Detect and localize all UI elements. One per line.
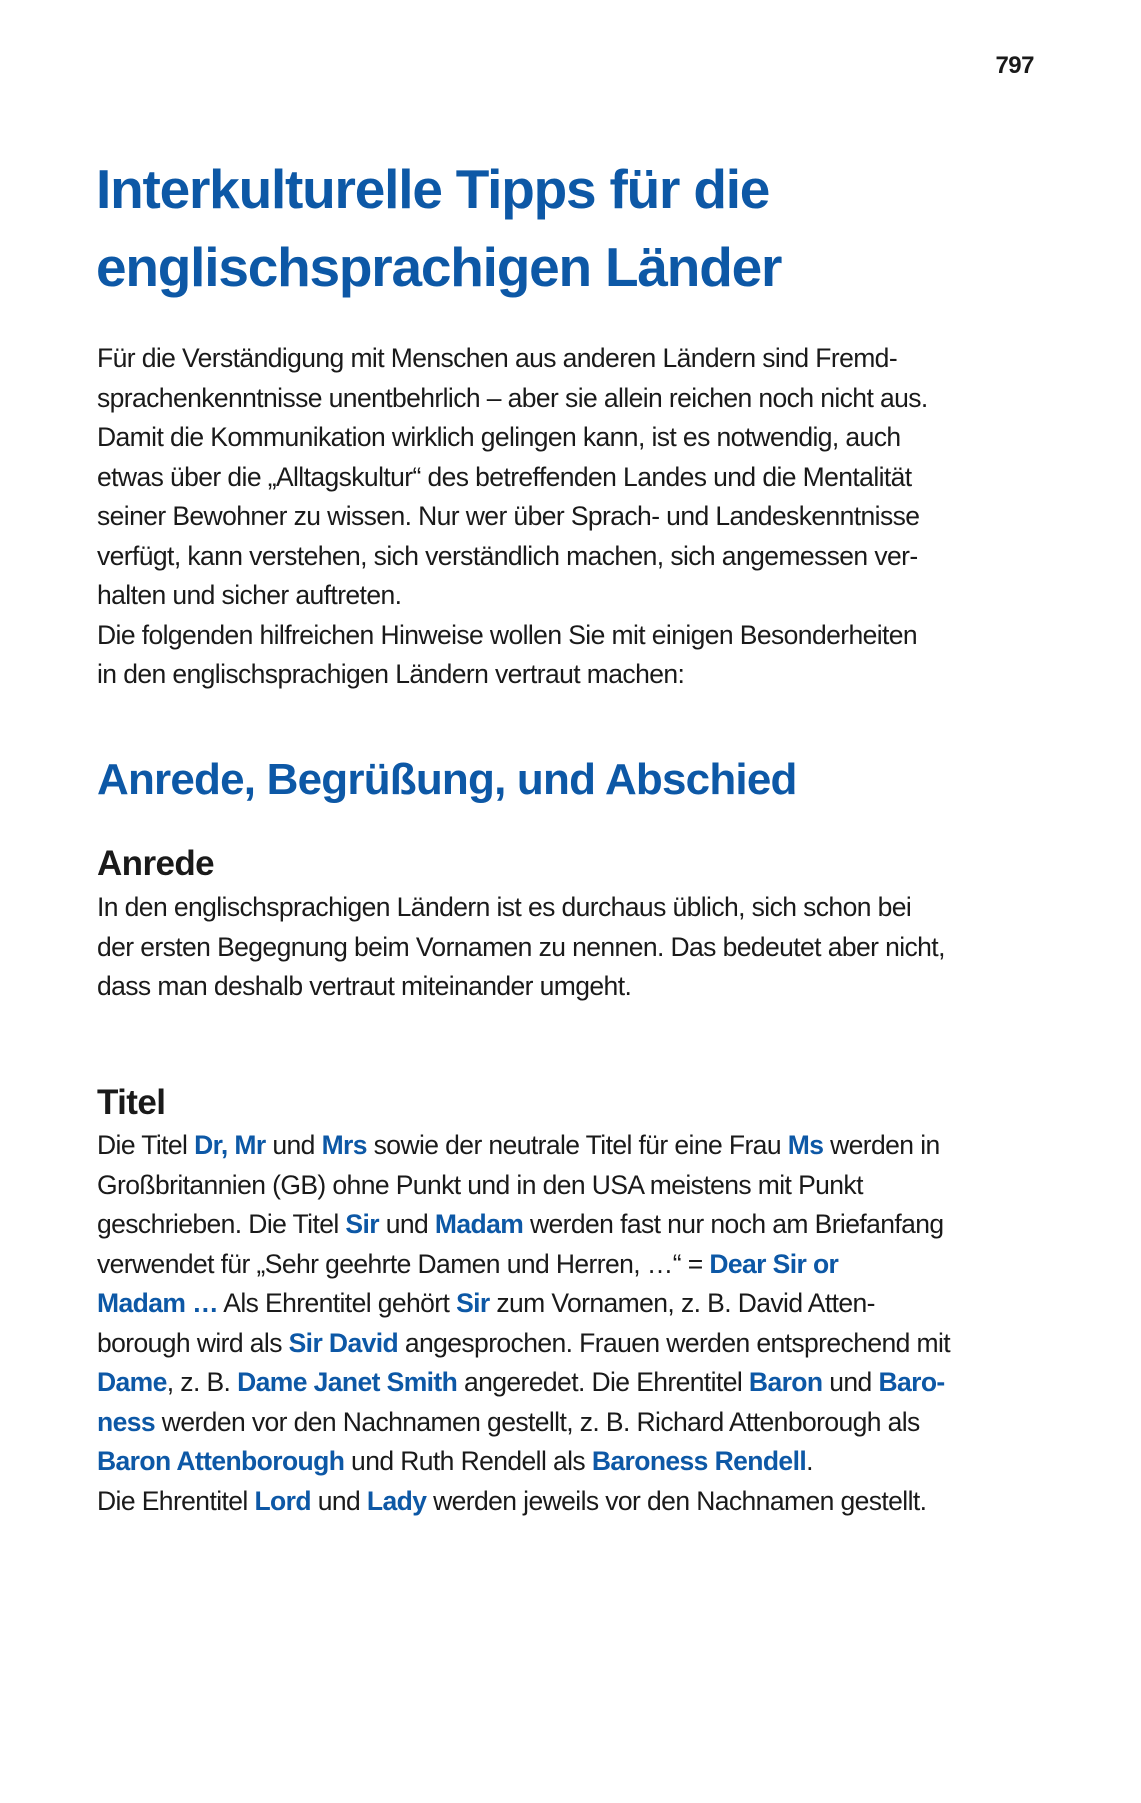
text-segment: verwendet für „Sehr geehrte Damen und Herren, …“ =: [97, 1248, 710, 1279]
text-segment: angesprochen. Frauen werden entsprechend mit: [398, 1327, 951, 1358]
text-segment: .: [806, 1446, 813, 1476]
highlighted-term: Dame: [97, 1367, 167, 1397]
text-segment: borough wird als: [97, 1327, 289, 1358]
text-line: [97, 1363, 1057, 1403]
text-line: [97, 1324, 1057, 1364]
anrede-paragraph: [97, 888, 1057, 1007]
text-segment: und Ruth Rendell als: [344, 1446, 592, 1476]
text-line: [97, 1126, 1057, 1166]
text-segment: werden in: [823, 1130, 940, 1160]
text-segment: angeredet. Die Ehrentitel: [457, 1367, 749, 1397]
text-line: etwas über die „Alltagskultur“ des betreffenden Landes und die Mentalität: [97, 461, 912, 492]
text-line: halten und sicher auftreten.: [97, 580, 402, 610]
title-line: englischsprachigen Länder: [96, 236, 782, 298]
highlighted-term: Baro-: [878, 1367, 945, 1397]
text-segment: sowie der neutrale Titel für eine Frau: [366, 1130, 788, 1160]
text-segment: und: [378, 1209, 435, 1239]
text-segment: Großbritannien (GB) ohne Punkt und in den USA meistens mit Punkt: [97, 1169, 863, 1200]
highlighted-term: Madam: [434, 1209, 524, 1239]
title-line: Interkulturelle Tipps für die: [96, 158, 770, 220]
text-segment: werden jeweils vor den Nachnamen gestellt.: [426, 1485, 927, 1516]
text-line: Die folgenden hilfreichen Hinweise wollen Sie mit einigen Besonderheiten: [97, 619, 918, 650]
subheading-titel: Titel: [97, 1083, 166, 1122]
text-line: In den englischsprachigen Ländern ist es durchaus üblich, sich schon bei: [97, 892, 912, 922]
highlighted-term: Lady: [366, 1485, 427, 1516]
highlighted-term: Baron: [748, 1367, 823, 1397]
highlighted-term: Sir David: [288, 1327, 399, 1358]
text-segment: , z. B.: [166, 1367, 238, 1397]
intro-paragraph: [97, 339, 1057, 695]
text-line: Damit die Kommunikation wirklich gelingen kann, ist es notwendig, auch: [97, 422, 901, 452]
highlighted-term: ness: [97, 1406, 156, 1437]
highlighted-term: Sir: [345, 1209, 379, 1239]
text-line: [97, 1245, 1057, 1285]
text-line: [97, 1166, 1057, 1206]
highlighted-term: Dr, Mr: [194, 1130, 266, 1160]
text-line: Für die Verständigung mit Menschen aus anderen Ländern sind Fremd-: [97, 343, 898, 373]
text-segment: Die Ehrentitel: [97, 1485, 255, 1516]
text-segment: und: [822, 1367, 879, 1397]
text-line: dass man deshalb vertraut miteinander umgeht.: [97, 971, 632, 1001]
text-segment: werden fast nur noch am Briefanfang: [523, 1209, 944, 1239]
highlighted-term: Ms: [787, 1130, 824, 1160]
text-segment: werden vor den Nachnamen gestellt, z. B. Richard Attenborough als: [155, 1406, 920, 1437]
page-number: 797: [995, 52, 1034, 79]
highlighted-term: Baron Attenborough: [97, 1446, 345, 1476]
text-line: [97, 1442, 1057, 1482]
page-title: [96, 150, 1056, 306]
text-line: der ersten Begegnung beim Vornamen zu nennen. Das bedeutet aber nicht,: [97, 931, 945, 962]
text-line: seiner Bewohner zu wissen. Nur wer über Sprach- und Landeskenntnisse: [97, 501, 920, 531]
highlighted-term: Lord: [254, 1485, 311, 1516]
text-line: sprachenkenntnisse unentbehrlich – aber sie allein reichen noch nicht aus.: [97, 382, 928, 413]
highlighted-term: Dear Sir or: [709, 1248, 839, 1279]
titel-paragraph: [97, 1126, 1057, 1521]
highlighted-term: Baroness Rendell: [591, 1446, 807, 1476]
text-line: verfügt, kann verstehen, sich verständlich machen, sich angemessen ver-: [97, 540, 918, 571]
subheading-anrede: Anrede: [97, 844, 214, 883]
text-segment: und: [265, 1130, 322, 1160]
text-segment: geschrieben. Die Titel: [97, 1209, 346, 1239]
text-segment: Die Titel: [97, 1130, 195, 1160]
highlighted-term: Sir: [456, 1288, 490, 1318]
text-line: [97, 1284, 1057, 1324]
text-line: [97, 1403, 1057, 1443]
text-segment: und: [310, 1485, 367, 1516]
section-heading: Anrede, Begrüßung, und Abschied: [97, 755, 797, 804]
text-line: [97, 1482, 1057, 1522]
highlighted-term: Madam …: [97, 1288, 218, 1318]
text-segment: zum Vornamen, z. B. David Atten-: [489, 1288, 875, 1318]
highlighted-term: Mrs: [321, 1130, 367, 1160]
text-line: in den englischsprachigen Ländern vertraut machen:: [97, 659, 685, 689]
text-segment: Als Ehrentitel gehört: [217, 1288, 457, 1318]
highlighted-term: Dame Janet Smith: [237, 1367, 458, 1397]
text-line: [97, 1205, 1057, 1245]
